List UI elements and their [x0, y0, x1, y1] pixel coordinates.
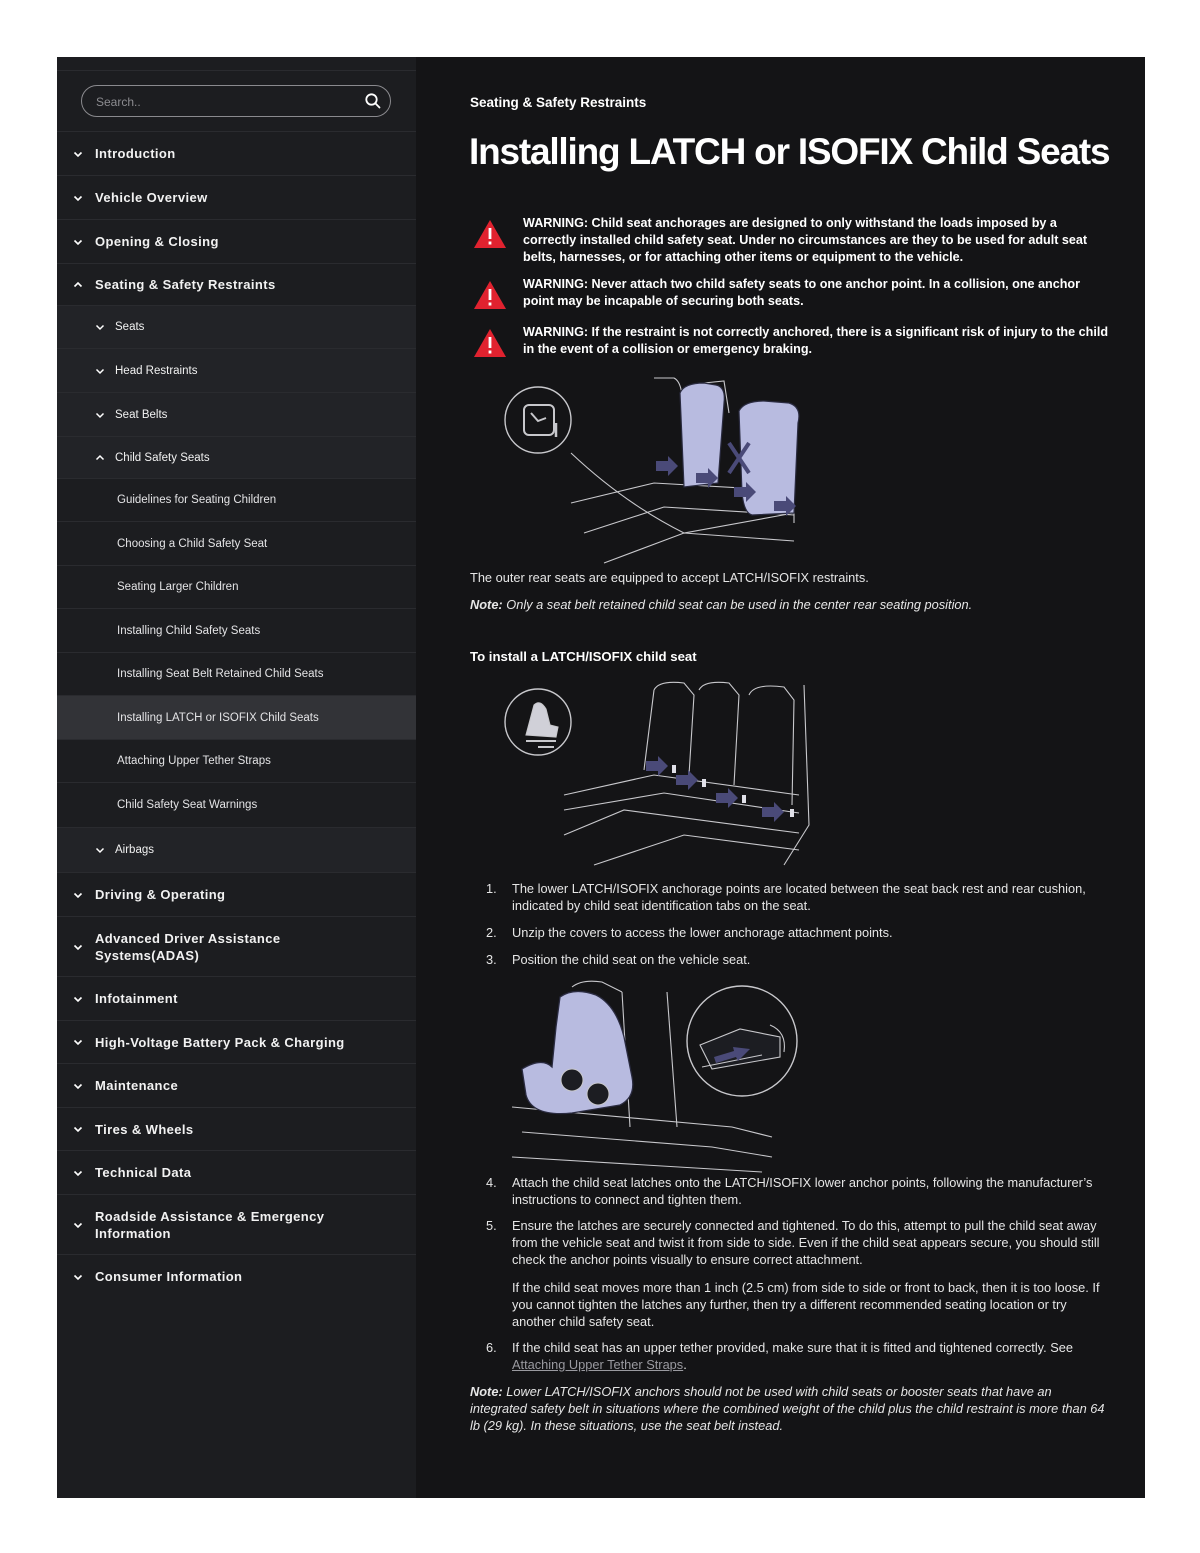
divider: [57, 70, 416, 71]
warning-text: WARNING: Never attach two child safety seats to one anchor point. In a collision, one anchor point may be incapable of securing both seats.: [523, 277, 1081, 308]
step-text: Ensure the latches are securely connected and tightened. To do this, attempt to pull the child seat away from the vehicle seat and twist it from side to side. Even if the child seat appears secure, you should still check the anchor points visually to ensure correct attachment.: [512, 1218, 1100, 1267]
sidebar-item-adas[interactable]: [57, 916, 416, 976]
sidebar-item-label: Advanced Driver Assistance Systems(ADAS): [95, 930, 281, 963]
warning-icon: [473, 328, 507, 358]
chevron-down-icon: [95, 845, 105, 855]
note-label: Note:: [470, 1384, 503, 1399]
sidebar-item-introduction[interactable]: [57, 131, 416, 175]
warning-block: [473, 215, 1113, 267]
sidebar-item-label: Consumer Information: [95, 1269, 243, 1284]
warning-text: WARNING: If the restraint is not correctly anchored, there is a significant risk of injury to the child in the event of a collision or emergency braking.: [523, 325, 1109, 356]
sidebar-item-label: Installing Seat Belt Retained Child Seats: [117, 668, 324, 680]
sidebar-item-label: Roadside Assistance & Emergency Information: [95, 1208, 325, 1241]
sidebar-item-vehicle-overview[interactable]: [57, 175, 416, 219]
sidebar-item-larger-children[interactable]: [57, 565, 416, 608]
sidebar-item-seat-belt-retained[interactable]: [57, 652, 416, 695]
upper-tether-link[interactable]: Attaching Upper Tether Straps: [512, 1357, 684, 1372]
sidebar-item-label: Child Safety Seat Warnings: [117, 799, 258, 811]
sidebar-item-guidelines[interactable]: [57, 478, 416, 521]
app-frame: [57, 57, 1145, 1498]
step-number: 2.: [486, 925, 497, 940]
sidebar-item-battery-charging[interactable]: [57, 1020, 416, 1063]
sidebar-item-label: Introduction: [95, 146, 176, 161]
search-input[interactable]: [94, 86, 358, 118]
sidebar-item-label: Seating & Safety Restraints: [95, 277, 276, 292]
step-text: [512, 1339, 1106, 1373]
sidebar-item-upper-tether[interactable]: [57, 739, 416, 782]
sidebar-item-label: Child Safety Seats: [115, 451, 210, 464]
sidebar-item-seats[interactable]: [57, 305, 416, 348]
sidebar-item-consumer-information[interactable]: [57, 1254, 416, 1298]
sidebar-item-opening-closing[interactable]: [57, 219, 416, 263]
child-seat-position-illustration: [512, 977, 842, 1177]
note-text: Lower LATCH/ISOFIX anchors should not be used with child seats or booster seats that have an integrated safety belt in situations where the combined weight of the child plus the child restraint is more than 64 lb (29 kg). In these situations, use the seat belt instead.: [470, 1384, 1105, 1433]
warning-block: [473, 276, 1113, 312]
chevron-down-icon: [73, 890, 83, 900]
sidebar-item-label: Vehicle Overview: [95, 190, 208, 205]
chevron-down-icon: [95, 410, 105, 420]
warning-icon: [473, 280, 507, 310]
sidebar-item-choosing[interactable]: [57, 521, 416, 565]
sidebar: [57, 57, 416, 1498]
warning-text: WARNING: Child seat anchorages are designed to only withstand the loads imposed by a correctly installed child safety seat. Under no circumstances are they to be used for adult seat belts, harnesses, or for attaching other items or equipment to the vehicle.: [523, 216, 1088, 264]
sidebar-item-child-seat-warnings[interactable]: [57, 782, 416, 827]
intro-text: The outer rear seats are equipped to accept LATCH/ISOFIX restraints.: [470, 570, 869, 585]
sidebar-item-label: Maintenance: [95, 1078, 179, 1093]
sidebar-item-maintenance[interactable]: [57, 1063, 416, 1107]
sidebar-item-seat-belts[interactable]: [57, 392, 416, 436]
step-text: Unzip the covers to access the lower anchorage attachment points.: [512, 925, 893, 940]
chevron-up-icon: [95, 453, 105, 463]
sidebar-item-label: Infotainment: [95, 991, 178, 1006]
step-text-content: If the child seat has an upper tether provided, make sure that it is fitted and tightened correctly. See: [512, 1340, 1074, 1355]
chevron-down-icon: [73, 1272, 83, 1282]
step-number: 5.: [486, 1218, 497, 1233]
step-text-suffix: .: [683, 1357, 687, 1372]
step-number: 1.: [486, 881, 497, 896]
note-label: Note:: [470, 597, 503, 612]
chevron-down-icon: [73, 994, 83, 1004]
sidebar-item-latch-isofix[interactable]: [57, 695, 416, 739]
anchor-points-illustration: [504, 675, 834, 870]
chevron-down-icon: [73, 1168, 83, 1178]
sidebar-item-label: Seating Larger Children: [117, 581, 239, 593]
sidebar-item-airbags[interactable]: [57, 827, 416, 872]
sidebar-item-label: Head Restraints: [115, 364, 198, 377]
note: [470, 1383, 1106, 1434]
sidebar-item-label: Opening & Closing: [95, 234, 219, 249]
sidebar-item-infotainment[interactable]: [57, 976, 416, 1020]
note-text: Only a seat belt retained child seat can be used in the center rear seating position.: [502, 597, 973, 612]
search-icon[interactable]: [364, 92, 382, 110]
chevron-down-icon: [73, 1037, 83, 1047]
step-text: The lower LATCH/ISOFIX anchorage points are located between the seat back rest and rear cushion, indicated by child seat identification tabs on the seat.: [512, 881, 1086, 913]
chevron-down-icon: [73, 149, 83, 159]
sidebar-item-technical-data[interactable]: [57, 1150, 416, 1194]
sidebar-item-label: Seat Belts: [115, 408, 168, 421]
sidebar-item-seating-safety[interactable]: [57, 263, 416, 305]
sidebar-item-label: Installing LATCH or ISOFIX Child Seats: [117, 711, 319, 724]
chevron-up-icon: [73, 280, 83, 290]
sidebar-item-label: Airbags: [115, 844, 154, 856]
step-number: 6.: [486, 1340, 497, 1355]
step-number: 3.: [486, 952, 497, 967]
sidebar-item-driving[interactable]: [57, 872, 416, 916]
chevron-down-icon: [73, 942, 83, 952]
page-title: Installing LATCH or ISOFIX Child Seats: [469, 131, 1110, 172]
sidebar-item-label: Choosing a Child Safety Seat: [117, 537, 268, 550]
sidebar-item-label: Technical Data: [95, 1165, 192, 1180]
note: [470, 596, 1110, 613]
sidebar-item-roadside-assistance[interactable]: [57, 1194, 416, 1254]
breadcrumb[interactable]: Seating & Safety Restraints: [470, 95, 647, 110]
sidebar-item-tires-wheels[interactable]: [57, 1107, 416, 1150]
warning-icon: [473, 219, 507, 249]
sidebar-item-child-safety-seats[interactable]: [57, 436, 416, 478]
chevron-down-icon: [95, 322, 105, 332]
step-number: 4.: [486, 1175, 497, 1190]
chevron-down-icon: [73, 1124, 83, 1134]
chevron-down-icon: [73, 237, 83, 247]
sidebar-item-label: Attaching Upper Tether Straps: [117, 755, 271, 767]
main-content: [416, 57, 1145, 1498]
sidebar-item-label: Seats: [115, 321, 145, 333]
chevron-down-icon: [73, 1081, 83, 1091]
sidebar-item-label: Guidelines for Seating Children: [117, 494, 277, 506]
sidebar-item-head-restraints[interactable]: [57, 348, 416, 392]
section-heading: To install a LATCH/ISOFIX child seat: [470, 649, 697, 664]
sidebar-item-installing-child-seats[interactable]: [57, 608, 416, 652]
sidebar-item-label: High-Voltage Battery Pack & Charging: [95, 1034, 345, 1050]
step-text: Attach the child seat latches onto the LATCH/ISOFIX lower anchor points, following the manufacturer’s instructions to connect and tighten them.: [512, 1175, 1093, 1207]
chevron-down-icon: [95, 366, 105, 376]
isofix-seats-illustration: [504, 373, 834, 573]
step-paragraph: If the child seat moves more than 1 inch (2.5 cm) from side to side or front to back, then it is too loose. If you cannot tighten the latches any further, then try a different recommended seating location or try another child safety seat.: [512, 1280, 1100, 1329]
search-box: [81, 85, 391, 117]
sidebar-item-label: Tires & Wheels: [95, 1121, 194, 1137]
sidebar-item-label: Installing Child Safety Seats: [117, 624, 261, 637]
chevron-down-icon: [73, 193, 83, 203]
warning-block: [473, 324, 1113, 360]
sidebar-item-label: Driving & Operating: [95, 887, 226, 902]
chevron-down-icon: [73, 1220, 83, 1230]
step-text: Position the child seat on the vehicle seat.: [512, 952, 751, 967]
